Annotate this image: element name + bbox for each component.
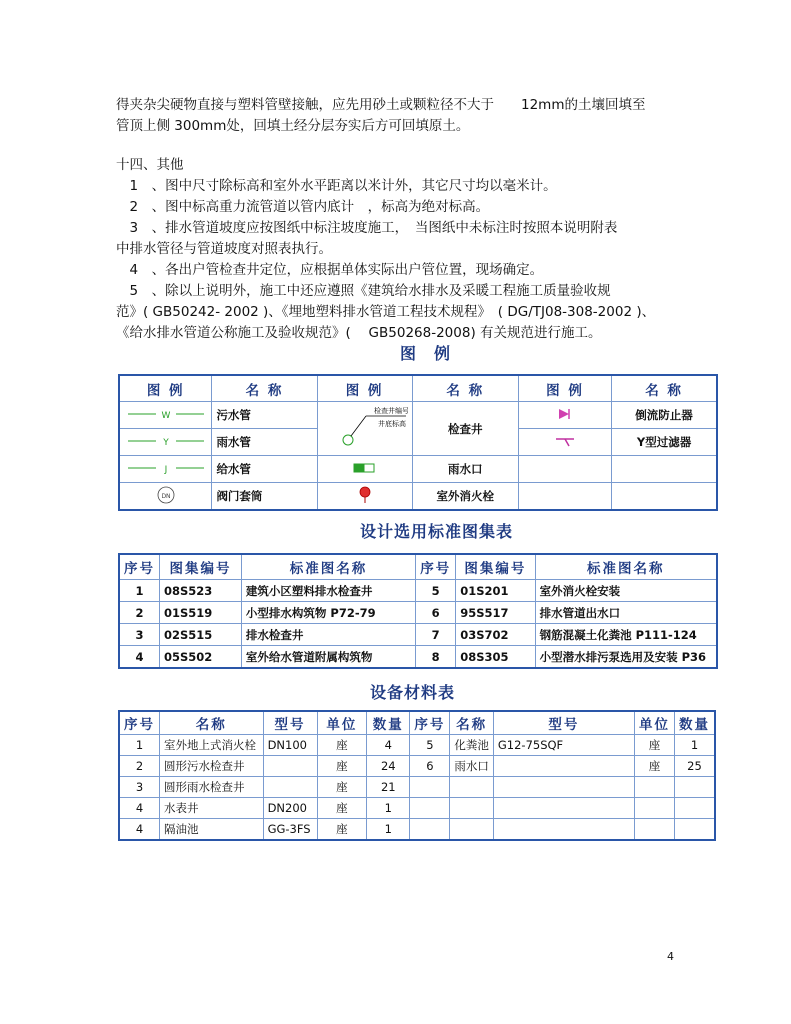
eq-header-model-2: 型号 <box>493 711 634 735</box>
std-title: 排水管道出水口 <box>535 602 717 624</box>
page-number: 4 <box>667 950 674 963</box>
text-line-item-3: 3 、排水管道坡度应按图纸中标注坡度施工， 当图纸中未标注时按照本说明附表 <box>116 220 618 236</box>
eq-no: 1 <box>119 735 160 756</box>
eq-qty <box>674 798 715 819</box>
table-row <box>119 646 717 669</box>
std-no: 3 <box>119 624 160 646</box>
water-symbol-letter: J <box>164 464 168 475</box>
eq-model: GG-3FS <box>263 819 317 841</box>
std-no: 4 <box>119 646 160 669</box>
backflow-name: 倒流防止器 <box>612 402 717 429</box>
eq-header-unit-1: 单位 <box>317 711 367 735</box>
rain-inlet-symbol <box>317 456 412 483</box>
eq-no <box>410 819 450 841</box>
table-row <box>119 777 715 798</box>
text-line-1: 得夹杂尖硬物直接与塑料管壁接触，应先用砂土或颗粒径不大于 12mm的土壤回填至 <box>116 97 646 113</box>
eq-model <box>493 819 634 841</box>
water-line-icon <box>126 461 206 475</box>
hydrant-name: 室外消火栓 <box>412 483 518 511</box>
eq-unit <box>634 777 674 798</box>
std-code: 08S305 <box>456 646 535 669</box>
inspection-label-number: 检查井编号 <box>373 407 408 415</box>
eq-no <box>410 777 450 798</box>
table-row <box>119 756 715 777</box>
eq-name: 隔油池 <box>160 819 264 841</box>
eq-unit <box>634 798 674 819</box>
equipment-table <box>118 710 716 841</box>
std-no: 6 <box>416 602 456 624</box>
rain-symbol-letter: Y <box>162 437 169 448</box>
eq-unit: 座 <box>634 756 674 777</box>
valve-sleeve-icon <box>155 485 177 505</box>
std-title: 小型潜水排污泵选用及安装 P36 <box>535 646 717 669</box>
legend-table <box>118 374 718 511</box>
eq-no: 6 <box>410 756 450 777</box>
text-line-2: 管顶上侧 300mm处，回填土经分层夯实后方可回填原土。 <box>116 118 470 134</box>
std-header-no-2: 序号 <box>416 554 456 580</box>
std-title: 钢筋混凝土化粪池 P111-124 <box>535 624 717 646</box>
std-no: 5 <box>416 580 456 602</box>
std-title: 排水检查井 <box>241 624 415 646</box>
eq-qty: 1 <box>367 819 410 841</box>
eq-header-name-1: 名称 <box>160 711 264 735</box>
eq-model <box>493 756 634 777</box>
eq-unit <box>634 819 674 841</box>
legend-empty-cell <box>612 483 717 511</box>
legend-header-name-2: 名 称 <box>412 375 518 402</box>
table-row <box>119 735 715 756</box>
eq-name: 雨水口 <box>450 756 494 777</box>
std-no: 8 <box>416 646 456 669</box>
eq-name <box>450 777 494 798</box>
std-header-title-1: 标准图名称 <box>241 554 415 580</box>
table-row <box>119 580 717 602</box>
eq-unit: 座 <box>317 819 367 841</box>
std-no: 2 <box>119 602 160 624</box>
legend-empty-cell <box>518 483 611 511</box>
y-filter-icon <box>554 434 576 448</box>
eq-model: G12-75SQF <box>493 735 634 756</box>
eq-header-name-2: 名称 <box>450 711 494 735</box>
valve-name: 阀门套筒 <box>212 483 317 511</box>
legend-header-symbol-3: 图 例 <box>518 375 611 402</box>
eq-model <box>263 777 317 798</box>
standard-table <box>118 553 718 669</box>
text-line-item-2: 2 、图中标高重力流管道以管内底计 ，标高为绝对标高。 <box>116 199 490 215</box>
text-line-item-5-end: 《给水排水管道公称施工及验收规范》( GB50268-2008) 有关规范进行施工。 <box>116 325 602 341</box>
std-code: 01S519 <box>160 602 242 624</box>
valve-symbol-text: DN <box>161 492 171 500</box>
eq-unit: 座 <box>634 735 674 756</box>
std-title: 建筑小区塑料排水检查井 <box>241 580 415 602</box>
legend-header-row <box>119 375 717 402</box>
eq-model <box>493 798 634 819</box>
inspection-name: 检查井 <box>412 402 518 456</box>
sewage-pipe-symbol <box>119 402 212 429</box>
eq-qty: 21 <box>367 777 410 798</box>
text-line-item-4: 4 、各出户管检查井定位，应根据单体实际出户管位置，现场确定。 <box>116 262 544 278</box>
table-row <box>119 602 717 624</box>
equipment-header-row <box>119 711 715 735</box>
eq-qty: 1 <box>367 798 410 819</box>
text-line-item-5: 5 、除以上说明外，施工中还应遵照《建筑给水排水及采暖工程施工质量验收规 <box>116 283 611 299</box>
legend-header-symbol-2: 图 例 <box>317 375 412 402</box>
inspection-well-icon <box>322 402 408 452</box>
legend-empty-cell <box>518 456 611 483</box>
eq-no <box>410 798 450 819</box>
eq-name <box>450 819 494 841</box>
hydrant-symbol <box>317 483 412 511</box>
sewage-line-icon <box>126 407 206 421</box>
eq-header-unit-2: 单位 <box>634 711 674 735</box>
eq-model: DN100 <box>263 735 317 756</box>
eq-no: 2 <box>119 756 160 777</box>
std-code: 08S523 <box>160 580 242 602</box>
std-no: 1 <box>119 580 160 602</box>
eq-model: DN200 <box>263 798 317 819</box>
eq-header-no-1: 序号 <box>119 711 160 735</box>
legend-header-name-3: 名 称 <box>612 375 717 402</box>
eq-name: 化粪池 <box>450 735 494 756</box>
eq-name: 圆形雨水检查井 <box>160 777 264 798</box>
text-line-item-1: 1 、图中尺寸除标高和室外水平距离以米计外，其它尺寸均以毫米计。 <box>116 178 557 194</box>
water-pipe-symbol <box>119 456 212 483</box>
eq-qty: 1 <box>674 735 715 756</box>
rain-pipe-name: 雨水管 <box>212 429 317 456</box>
standard-header-row <box>119 554 717 580</box>
eq-name <box>450 798 494 819</box>
standard-title: 设计选用标准图集表 <box>360 522 514 541</box>
eq-header-qty-1: 数量 <box>367 711 410 735</box>
legend-empty-cell <box>612 456 717 483</box>
eq-no: 4 <box>119 819 160 841</box>
std-code: 03S702 <box>456 624 535 646</box>
eq-model <box>263 756 317 777</box>
eq-unit: 座 <box>317 777 367 798</box>
eq-no: 5 <box>410 735 450 756</box>
std-title: 小型排水构筑物 P72-79 <box>241 602 415 624</box>
y-filter-name: Y型过滤器 <box>612 429 717 456</box>
std-code: 01S201 <box>456 580 535 602</box>
legend-row <box>119 483 717 511</box>
table-row <box>119 819 715 841</box>
table-row <box>119 624 717 646</box>
eq-header-no-2: 序号 <box>410 711 450 735</box>
rain-inlet-icon <box>353 462 377 474</box>
valve-symbol <box>119 483 212 511</box>
inspection-label-elevation: 井底标高 <box>377 420 406 428</box>
eq-qty <box>674 777 715 798</box>
water-pipe-name: 给水管 <box>212 456 317 483</box>
std-title: 室外消火栓安装 <box>535 580 717 602</box>
legend-header-symbol-1: 图 例 <box>119 375 212 402</box>
std-header-code-1: 图集编号 <box>160 554 242 580</box>
equipment-title: 设备材料表 <box>370 683 456 702</box>
text-line-item-3-cont: 中排水管径与管道坡度对照表执行。 <box>116 241 332 257</box>
std-header-no-1: 序号 <box>119 554 160 580</box>
eq-unit: 座 <box>317 735 367 756</box>
legend-title: 图 例 <box>400 344 452 363</box>
eq-qty: 25 <box>674 756 715 777</box>
eq-unit: 座 <box>317 798 367 819</box>
section-heading: 十四、其他 <box>116 157 184 173</box>
std-code: 05S502 <box>160 646 242 669</box>
std-header-code-2: 图集编号 <box>456 554 535 580</box>
std-code: 95S517 <box>456 602 535 624</box>
legend-header-name-1: 名 称 <box>212 375 317 402</box>
eq-qty: 24 <box>367 756 410 777</box>
eq-no: 3 <box>119 777 160 798</box>
eq-model <box>493 777 634 798</box>
legend-row <box>119 402 717 429</box>
sewage-symbol-letter: W <box>161 410 171 421</box>
std-title: 室外给水管道附属构筑物 <box>241 646 415 669</box>
std-header-title-2: 标准图名称 <box>535 554 717 580</box>
backflow-symbol <box>518 402 611 429</box>
table-row <box>119 798 715 819</box>
eq-qty: 4 <box>367 735 410 756</box>
rain-pipe-symbol <box>119 429 212 456</box>
text-line-item-5-cont: 范》( GB50242- 2002 )、《埋地塑料排水管道工程技术规程》 ( DG/TJ08-308-2002 )、 <box>116 304 656 320</box>
eq-name: 水表井 <box>160 798 264 819</box>
eq-header-model-1: 型号 <box>263 711 317 735</box>
legend-row <box>119 456 717 483</box>
rain-inlet-name: 雨水口 <box>412 456 518 483</box>
eq-name: 圆形污水检查井 <box>160 756 264 777</box>
inspection-symbol <box>317 402 412 456</box>
eq-no: 4 <box>119 798 160 819</box>
eq-qty <box>674 819 715 841</box>
rain-line-icon <box>126 434 206 448</box>
eq-header-qty-2: 数量 <box>674 711 715 735</box>
y-filter-symbol <box>518 429 611 456</box>
eq-unit: 座 <box>317 756 367 777</box>
hydrant-icon <box>355 485 375 505</box>
sewage-pipe-name: 污水管 <box>212 402 317 429</box>
eq-name: 室外地上式消火栓 <box>160 735 264 756</box>
std-code: 02S515 <box>160 624 242 646</box>
std-no: 7 <box>416 624 456 646</box>
backflow-preventer-icon <box>555 407 575 421</box>
